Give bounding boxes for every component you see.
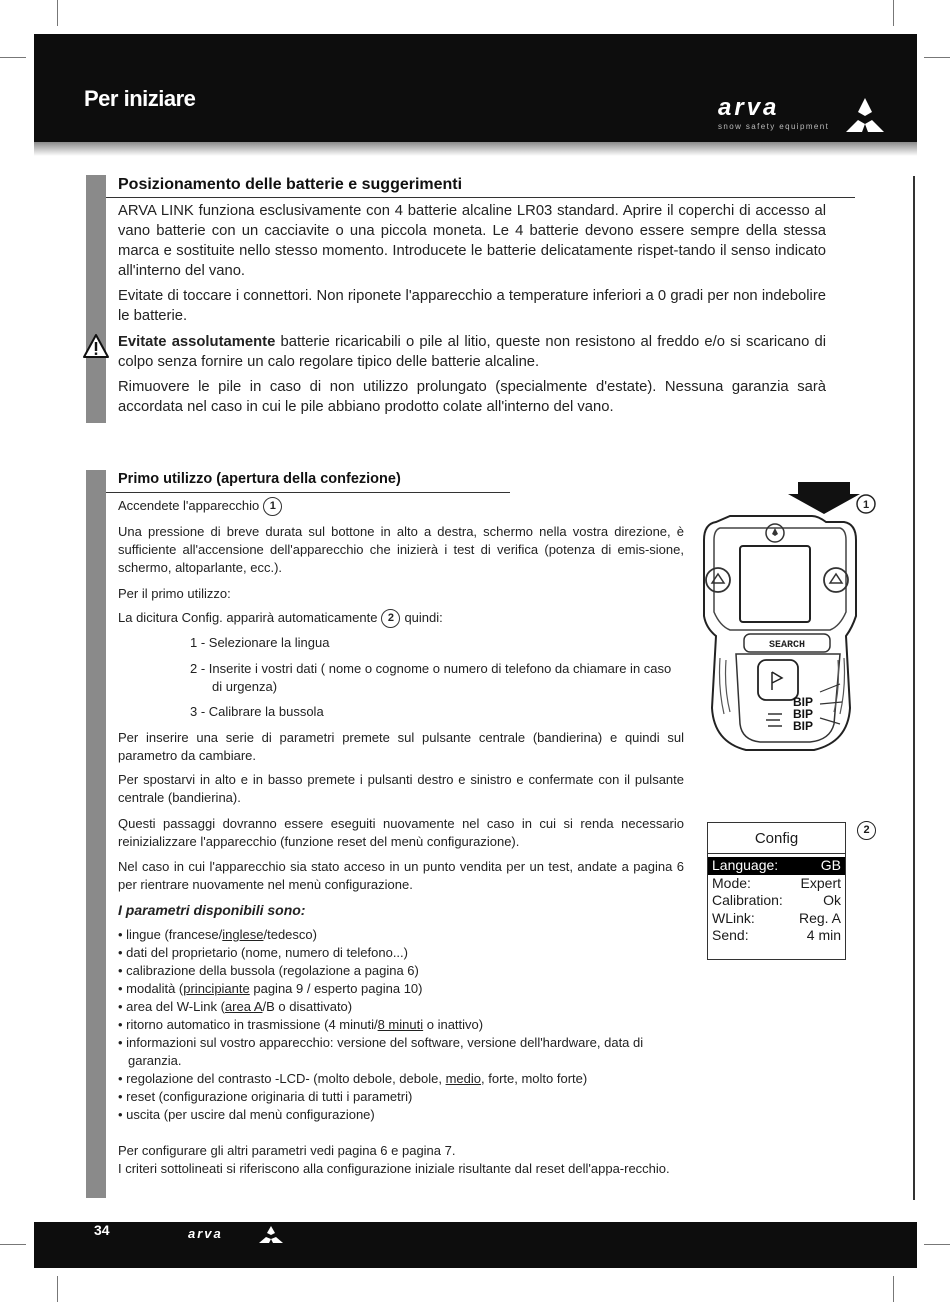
row-label: Send: — [712, 927, 749, 943]
section-title: Primo utilizzo (apertura della confezione) — [118, 471, 401, 487]
crop-mark — [57, 0, 58, 26]
brand-tagline: snow safety equipment — [718, 122, 830, 131]
row-label: Language: — [712, 857, 779, 873]
step-item: 2 - Inserite i vostri dati ( nome o cognome o numero di telefono da chiamare in caso di urgenza) — [190, 661, 672, 694]
row-label: WLink: — [712, 909, 755, 926]
params-list-item: • reset (configurazione originaria di tutti i parametri) — [118, 1089, 413, 1104]
page-title: Per iniziare — [84, 86, 196, 111]
crop-mark — [893, 0, 894, 26]
row-value: Expert — [800, 874, 841, 891]
row-value: Ok — [823, 892, 841, 908]
paragraph: Evitate di toccare i connettori. Non riponete l'apparecchio a temperature inferiori a 0 gradi per non indebolire le batterie. — [118, 288, 826, 324]
row-value: 4 min — [806, 927, 841, 943]
paragraph: Per configurare gli altri parametri vedi pagina 6 e pagina 7. — [118, 1143, 456, 1158]
params-list — [118, 926, 684, 1124]
brand-mark-icon — [844, 96, 886, 136]
section-title: Posizionamento delle batterie e suggerimenti — [118, 176, 463, 193]
title-rule — [106, 197, 855, 198]
brand-name: arva — [718, 94, 780, 121]
brand-mark-icon — [258, 1225, 284, 1245]
config-screen — [707, 822, 846, 960]
step-item: 3 - Calibrare la bussola — [190, 704, 324, 719]
screen-row — [708, 892, 845, 910]
warning-emphasis: Evitate assolutamente — [118, 334, 276, 350]
screen-row-selected — [708, 857, 845, 875]
config-line — [118, 609, 443, 628]
paragraph: Per spostarvi in alto e in basso premete i pulsanti destro e sinistro e confermate con il pulsante centrale (bandierina). — [118, 772, 684, 805]
warning-text: batterie ricaricabili o pile al litio, queste non resistono al freddo e/o si scaricano di colpo senza fornire un calo regolare tipico delle batterie alcaline. — [118, 334, 826, 370]
header-shadow — [34, 142, 917, 156]
turn-on-text: Accendete l'apparecchio — [118, 498, 260, 513]
paragraph: ARVA LINK funziona esclusivamente con 4 batterie alcaline LR03 standard. Aprire il coperchi di accesso al vano batterie con un cacciavite o una piccola moneta. Le 4 batterie devono essere sempre della stessa marca e sostituite nello stesso momento. Introducete le batterie delicatamente rispet-tando il senso indicato all'interno del vano. — [118, 203, 826, 279]
params-list-item: • lingue (francese/inglese/tedesco) — [118, 927, 317, 942]
ref-number: 1 — [263, 497, 282, 516]
crop-mark — [924, 1244, 950, 1245]
screen-row — [708, 927, 845, 945]
callout-number: 1 — [862, 499, 870, 511]
footer-brand: arva — [188, 1226, 223, 1241]
params-list-item: • uscita (per uscire dal menù configurazione) — [118, 1107, 375, 1122]
step-item: 1 - Selezionare la lingua — [190, 635, 330, 650]
section-sidebar — [86, 470, 106, 1198]
crop-mark — [0, 1244, 26, 1245]
paragraph: Questi passaggi dovranno essere eseguiti nuovamente nel caso in cui si renda necessario reinizializzare l'apparecchio (funzione reset del menù configurazione). — [118, 816, 684, 849]
params-list-item: • area del W-Link (area A/B o disattivato) — [118, 999, 353, 1014]
crop-mark — [0, 57, 26, 58]
row-label: Mode: — [712, 874, 751, 891]
bip-text: BIP — [793, 695, 814, 709]
press-arrow-icon — [788, 482, 860, 514]
paragraph: Per il primo utilizzo: — [118, 586, 231, 601]
page-footer — [34, 1222, 917, 1268]
screen-row — [708, 910, 845, 928]
turn-on-line — [118, 497, 286, 516]
params-list-item: • ritorno automatico in trasmissione (4 minuti/8 minuti o inattivo) — [118, 1017, 484, 1032]
paragraph: I criteri sottolineati si riferiscono alla configurazione iniziale risultante dal reset dell'appa-recchio. — [118, 1161, 670, 1176]
device-illustration — [690, 478, 890, 760]
paragraph: Una pressione di breve durata sul bottone in alto a destra, schermo nella vostra direzione, è sufficiente all'accensione dell'apparecchio che inizierà i test di verifica (potenza di emis-sione, schermo, altoparlante, ecc.). — [118, 524, 684, 575]
params-title: I parametri disponibili sono: — [118, 902, 306, 918]
paragraph: Per inserire una serie di parametri premete sul pulsante centrale (bandierina) e quindi sul parametro da cambiare. — [118, 730, 684, 763]
ref-number: 2 — [381, 609, 400, 628]
title-rule — [106, 492, 510, 493]
params-list-item: • regolazione del contrasto -LCD- (molto debole, debole, medio, forte, molto forte) — [118, 1071, 588, 1086]
warning-paragraph — [118, 332, 826, 372]
row-value: Reg. A — [798, 909, 841, 926]
screen-title: Config — [754, 830, 799, 847]
row-label: Calibration: — [712, 892, 783, 908]
params-list-item: • dati del proprietario (nome, numero di telefono...) — [118, 945, 408, 960]
crop-mark — [893, 1276, 894, 1302]
device-label: SEARCH — [768, 640, 806, 651]
bip-text: BIP — [793, 707, 814, 721]
crop-mark — [57, 1276, 58, 1302]
screen-row — [708, 875, 845, 893]
params-list-item: • calibrazione della bussola (regolazione a pagina 6) — [118, 963, 419, 978]
callout-number: 2 — [857, 821, 876, 840]
margin-rule — [913, 176, 915, 1200]
section-sidebar — [86, 175, 106, 423]
warning-icon — [82, 333, 110, 359]
config-text: quindi: — [404, 610, 443, 625]
config-text: La dicitura Config. apparirà automaticamente — [118, 610, 378, 625]
device-screen — [740, 546, 810, 622]
paragraph: Rimuovere le pile in caso di non utilizzo prolungato (specialmente d'estate). Nessuna garanzia sarà accordata nel caso in cui le pile abbiano prodotto colate all'interno del vano. — [118, 379, 826, 415]
row-value: GB — [820, 857, 841, 873]
brand-logo — [718, 96, 890, 138]
crop-mark — [924, 57, 950, 58]
params-list-item: • informazioni sul vostro apparecchio: versione del software, versione dell'hardware, data di garanzia. — [118, 1035, 644, 1068]
bip-text: BIP — [793, 719, 814, 733]
paragraph: Nel caso in cui l'apparecchio sia stato acceso in un punto vendita per un test, andate a pagina 6 per rientrare nuovamente nel menù configurazione. — [118, 859, 684, 892]
screen-divider — [708, 853, 845, 854]
page-number: 34 — [94, 1222, 110, 1238]
params-list-item: • modalità (principiante pagina 9 / esperto pagina 10) — [118, 981, 423, 996]
